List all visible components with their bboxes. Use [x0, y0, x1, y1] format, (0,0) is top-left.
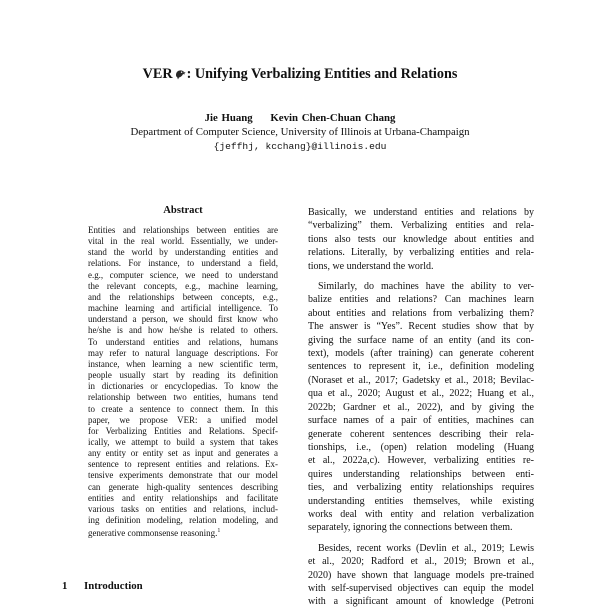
abstract-line: various tasks on entities and relations, includ- — [88, 503, 278, 514]
body-line: et al., 2020; Radford et al., 2019; Brown et al., — [308, 556, 534, 568]
body-line: sentences to represent it, i.e., definition modeling — [308, 361, 534, 373]
abstract-line: any entity or entity set as input and generates a — [88, 448, 278, 459]
abstract-line: can generate high-quality sentences describing — [88, 481, 278, 492]
abstract-line: the relevant concepts, e.g., machine learning, — [88, 280, 278, 291]
body-line: text), models (after training) can generate coherent — [308, 348, 534, 360]
paragraph-2 — [308, 280, 534, 535]
body-line: balize entities and relations? Can machines learn — [308, 294, 534, 306]
body-line: Similarly, do machines have the ability to ver- — [318, 281, 534, 293]
abstract-line: to create a sentence to connect them. In this — [88, 403, 278, 414]
body-line: separately, ignoring the connections between them. — [308, 522, 513, 534]
body-line: quires understanding relationships between enti- — [308, 468, 534, 480]
abstract-line: ing definition modeling, relation modeling, and — [88, 515, 278, 526]
body-line: 2022b; Gardner et al., 2022), and by giving the — [308, 401, 534, 413]
abstract-line: generative commonsense reasoning. — [88, 528, 218, 539]
footnote-mark: 1 — [217, 528, 221, 535]
abstract-line: instance, when learning a new scientific term, — [88, 358, 278, 369]
abstract-line: for Verbalizing Entities and Relations. Specif- — [88, 425, 278, 436]
body-line: works deal with entity and relation verbalization — [308, 508, 534, 520]
abstract-line: and the relationships between concepts, e.g., — [88, 291, 278, 302]
body-line: (Noraset et al., 2017; Gadetsky et al., 2018; Bevilac- — [308, 374, 534, 386]
body-line: 2020) have shown that language models pre-trained — [308, 569, 534, 581]
body-line: qua et al., 2020; August et al., 2022; Huang et al., — [308, 388, 534, 400]
abstract-line: machine learning and artificial intelligence. To — [88, 303, 278, 314]
body-line: The answer is “Yes”. Recent studies show that by — [308, 321, 534, 333]
abstract-last-line — [88, 526, 278, 539]
paragraph-1 — [308, 206, 534, 273]
body-line: giving the surface name of an entity (and its con- — [308, 334, 534, 346]
body-line: Besides, recent works (Devlin et al., 2019; Lewis — [318, 542, 534, 554]
body-line: tions, we understand the world. — [308, 260, 434, 272]
body-line: understanding entities themselves, while existing — [308, 495, 534, 507]
body-line: “verbalizing” them. Verbalizing entities and rela- — [308, 220, 534, 232]
body-line: surface names of a pair of entities, machines can — [308, 415, 534, 427]
author-1: Jie Huang — [204, 112, 253, 124]
abstract-heading: Abstract — [163, 205, 203, 216]
body-line: with self-supervised objectives can equip the model — [308, 582, 534, 594]
body-line: generate coherent sentences describing their rela- — [308, 428, 534, 440]
abstract-line: relationship between two entities, humans tend — [88, 392, 278, 403]
body-line: ties, and verbalizing entity relationships requires — [308, 482, 534, 494]
body-line: relations. Literally, by verbalizing entities and rela- — [308, 247, 534, 259]
email-address: {jeffhj, kcchang}@illinois.edu — [213, 141, 387, 152]
body-line: tions also tests our knowledge about entities and — [308, 233, 534, 245]
abstract-line: tensive experiments demonstrate that our model — [88, 470, 278, 481]
abstract-line: paper, we propose VER: a unified model — [88, 414, 278, 425]
body-line: with a significant amount of knowledge (Petroni — [308, 596, 534, 608]
abstract-line: in dictionaries or encyclopedias. To know the — [88, 381, 278, 392]
section-number: 1 — [62, 580, 68, 592]
parrot-icon — [174, 69, 186, 80]
section-title: Introduction — [84, 580, 143, 592]
paragraph-3 — [308, 542, 534, 609]
author-2: Kevin Chen-Chuan Chang — [270, 112, 396, 124]
body-line: about entities and relations from verbalizing them? — [308, 307, 534, 319]
section-heading-introduction — [62, 580, 143, 592]
abstract-line: Entities and relationships between entities are — [88, 225, 278, 235]
abstract-line: vital in the real world. Essentially, we under- — [88, 236, 278, 247]
right-column — [308, 206, 534, 616]
abstract-line: relations. For instance, to understand a field, — [88, 258, 278, 269]
abstract-line: sentence to represent entities and relations. Ex- — [88, 459, 278, 470]
paper-title — [0, 66, 600, 83]
abstract-line: e.g., computer science, we need to understand — [88, 269, 278, 280]
body-line: Basically, we understand entities and relations by — [308, 207, 534, 218]
author-list — [0, 112, 600, 124]
abstract-line: To understand entities and relations, humans — [88, 336, 278, 347]
abstract-line: entities and entity relationships and facilitate — [88, 492, 278, 503]
affiliation: Department of Computer Science, University of Illinois at Urbana-Champaign — [130, 126, 470, 138]
title-rest: : Unifying Verbalizing Entities and Relations — [186, 66, 458, 82]
abstract-line: understand a person, we should first know who — [88, 314, 278, 325]
abstract-line: stand the world by understanding entities and — [88, 247, 278, 258]
abstract-line: ically, we attempt to build a system that takes — [88, 436, 278, 447]
abstract-body — [88, 225, 278, 539]
abstract-line: he/she is and how he/she is related to others. — [88, 325, 278, 336]
body-line: et al., 2022a,c). However, verbalizing entities re- — [308, 455, 534, 467]
body-line: tionships, i.e., (open) relation modeling (Huang — [308, 441, 534, 453]
abstract-line: people usually start by reading its definition — [88, 370, 278, 381]
title-prefix: VER — [142, 66, 173, 82]
abstract-line: may refer to natural language descriptions. For — [88, 347, 278, 358]
